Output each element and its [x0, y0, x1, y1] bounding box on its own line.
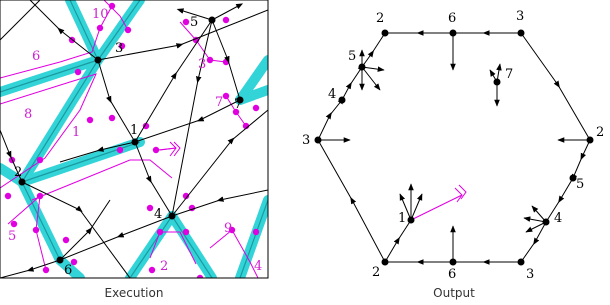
exec-path-label-9: 9	[224, 221, 233, 236]
out-node-label-3-top: 3	[516, 9, 525, 24]
exec-path-label-4: 4	[254, 259, 263, 274]
exec-node-label-2: 2	[14, 165, 23, 180]
out-node-label-4-right: 4	[554, 211, 563, 226]
output-edges	[318, 33, 590, 262]
out-node-label-2-top: 2	[376, 11, 385, 26]
out-node-label-6-bottom: 6	[448, 267, 457, 282]
exec-path-label-7: 7	[215, 95, 224, 110]
magenta-paths	[0, 0, 258, 278]
out-node-label-2-right: 2	[596, 125, 605, 140]
exec-path-label-3: 3	[198, 57, 207, 72]
exec-node-label-7: 7	[234, 97, 243, 112]
exec-node-3	[95, 57, 102, 64]
output-stub-arrows	[318, 33, 590, 262]
exec-node-5	[209, 17, 216, 24]
exec-path-label-2: 2	[160, 259, 169, 274]
out-node-label-7: 7	[505, 67, 514, 82]
output-caption: Output	[433, 286, 475, 300]
execution-caption: Execution	[104, 286, 164, 300]
exec-path-label-10: 10	[92, 7, 109, 22]
exec-path-label-6: 6	[32, 49, 41, 64]
out-node-label-5-right: 5	[576, 177, 585, 192]
exec-node-1	[132, 139, 139, 146]
exec-node-label-5: 5	[190, 15, 199, 30]
out-node-label-5-left: 5	[348, 49, 357, 64]
out-node-label-3-left: 3	[302, 133, 311, 148]
exec-node-label-3: 3	[115, 41, 124, 56]
output-nodes	[315, 30, 594, 266]
output-node-labels	[302, 9, 584, 282]
out-node-label-6-top: 6	[448, 11, 457, 26]
exec-path-label-1: 1	[72, 125, 81, 140]
exec-path-label-8: 8	[24, 107, 33, 122]
out-node-label-3-bottom: 3	[526, 267, 535, 282]
exec-node-label-4: 4	[154, 207, 163, 222]
exec-path-label-5: 5	[8, 229, 17, 244]
exec-node-label-1: 1	[130, 123, 139, 138]
exec-node-6	[57, 257, 64, 264]
out-node-label-2-bottom: 2	[372, 265, 381, 280]
out-node-label-1: 1	[398, 211, 407, 226]
exec-node-4	[169, 213, 176, 220]
out-node-label-4-left: 4	[328, 87, 337, 102]
exec-node-label-6: 6	[64, 263, 73, 278]
